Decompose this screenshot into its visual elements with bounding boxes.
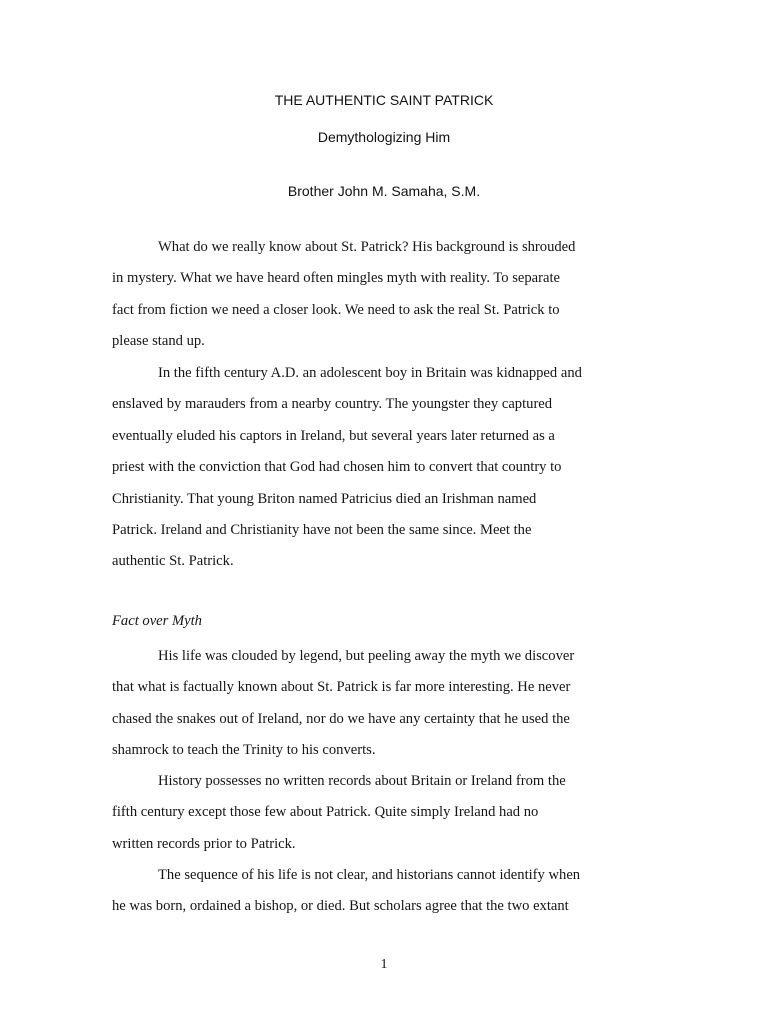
section-heading: Fact over Myth xyxy=(112,613,202,629)
paragraph-line: What do we really know about St. Patrick? His background is shrouded xyxy=(158,239,576,255)
paragraph-line: History possesses no written records about Britain or Ireland from the xyxy=(158,773,566,789)
paragraph-line: priest with the conviction that God had chosen him to convert that country to xyxy=(112,459,562,476)
document-author: Brother John M. Samaha, S.M. xyxy=(287,183,481,199)
paragraph-line: that what is factually known about St. Patrick is far more interesting. He never xyxy=(112,679,571,696)
paragraph-5 xyxy=(112,864,644,927)
document-subtitle: Demythologizing Him xyxy=(317,129,451,145)
page-number: 1 xyxy=(380,957,388,972)
paragraph-line: Patrick. Ireland and Christianity have not been the same since. Meet the xyxy=(112,521,532,538)
paragraph-line: Christianity. That young Briton named Patricius died an Irishman named xyxy=(112,490,537,507)
paragraph-2 xyxy=(112,362,644,582)
paragraph-line: The sequence of his life is not clear, and historians cannot identify when xyxy=(158,867,581,883)
paragraph-line: written records prior to Patrick. xyxy=(112,835,296,852)
paragraph-line: please stand up. xyxy=(112,333,205,350)
paragraph-3 xyxy=(112,645,644,771)
paragraph-line: in mystery. What we have heard often mingles myth with reality. To separate xyxy=(112,270,561,287)
paragraph-line: His life was clouded by legend, but peeling away the myth we discover xyxy=(158,648,575,664)
document-title: THE AUTHENTIC SAINT PATRICK xyxy=(274,92,494,108)
paragraph-line: shamrock to teach the Trinity to his converts. xyxy=(112,742,376,759)
paragraph-line: eventually eluded his captors in Ireland, but several years later returned as a xyxy=(112,427,555,444)
paragraph-line: he was born, ordained a bishop, or died. But scholars agree that the two extant xyxy=(112,898,569,915)
paragraph-1 xyxy=(112,236,644,362)
paragraph-line: In the fifth century A.D. an adolescent boy in Britain was kidnapped and xyxy=(158,365,582,381)
paragraph-line: fifth century except those few about Patrick. Quite simply Ireland had no xyxy=(112,804,539,821)
paragraph-line: fact from fiction we need a closer look. We need to ask the real St. Patrick to xyxy=(112,301,560,318)
paragraph-line: enslaved by marauders from a nearby country. The youngster they captured xyxy=(112,396,553,413)
paragraph-4 xyxy=(112,770,644,864)
paragraph-line: chased the snakes out of Ireland, nor do we have any certainty that he used the xyxy=(112,710,570,727)
paragraph-line: authentic St. Patrick. xyxy=(112,553,234,570)
